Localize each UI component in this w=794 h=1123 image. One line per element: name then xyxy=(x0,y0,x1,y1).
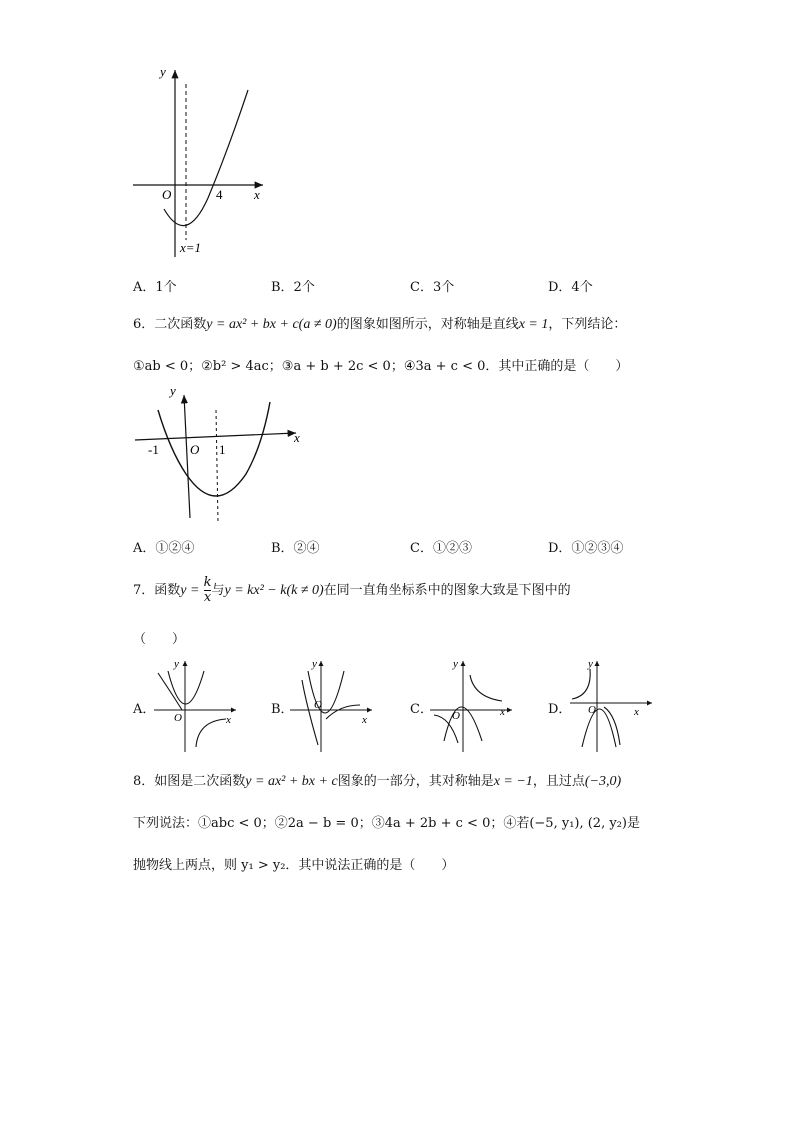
q6-stem-formula: y = ax² + bx + c(a ≠ 0) xyxy=(206,317,337,332)
q6-stem-prefix: 6．二次函数 xyxy=(133,317,207,332)
q8-line1-mid: 图象的一部分，其对称轴是 xyxy=(337,774,494,789)
q8-line-1 xyxy=(133,770,621,790)
q8-line1-end: ，且过点 xyxy=(532,774,585,789)
q7b-hyperbola-left xyxy=(302,680,318,745)
q6-graph xyxy=(130,380,305,525)
q5-x-label: x xyxy=(254,187,260,202)
q6-option-c[interactable]: C．①②③ xyxy=(410,541,472,556)
q5-root-label: 4 xyxy=(216,187,223,202)
q6-stem xyxy=(133,313,626,333)
q7-graph-a xyxy=(152,655,242,755)
q7c-x-label: x xyxy=(500,706,505,718)
q7b-x-label: x xyxy=(362,714,367,726)
q7d-x-label: x xyxy=(634,706,639,718)
q7-stem xyxy=(133,576,571,605)
q7-frac-den: x xyxy=(203,590,212,605)
q7a-hyperbola-right xyxy=(196,719,226,747)
q5-option-a[interactable]: A．1个 xyxy=(133,280,177,295)
q5-option-b[interactable]: B．2个 xyxy=(271,280,315,295)
q6-option-a[interactable]: A．①②④ xyxy=(133,541,195,556)
q7-y-eq: y = xyxy=(180,583,200,598)
q6-x-label: x xyxy=(294,430,300,445)
q8-line-3: 抛物线上两点，则 y₁ > y₂．其中说法正确的是（ ） xyxy=(133,858,455,873)
q7a-y-label: y xyxy=(174,658,179,670)
q7-option-a[interactable]: A． xyxy=(133,702,156,717)
q7-stem-prefix: 7．函数 xyxy=(133,583,181,598)
q7-stem-mid: 与 xyxy=(211,583,225,598)
q7-graph-c xyxy=(428,655,518,755)
q7-option-c[interactable]: C． xyxy=(410,702,433,717)
q7b-hyperbola-right xyxy=(326,705,360,719)
q6-one-label: 1 xyxy=(219,442,226,457)
q7d-hyperbola-left xyxy=(572,669,590,699)
q7c-hyperbola-right xyxy=(470,675,502,701)
q7-stem-suffix: 在同一直角坐标系中的图象大致是下图中的 xyxy=(323,583,571,598)
q6-origin-label: O xyxy=(190,442,200,457)
q6-stem-suffix: 的图象如图所示，对称轴是直线 xyxy=(336,317,519,332)
q7-frac-num: k xyxy=(203,575,212,590)
q8-line1-formula: y = ax² + bx + c xyxy=(245,774,338,789)
q8-line1-axis: x = −1 xyxy=(493,774,533,789)
q8-line1-point: (−3,0) xyxy=(584,774,622,789)
q7c-origin-label: O xyxy=(452,710,460,722)
q5-axis-label: x=1 xyxy=(180,240,202,255)
q6-parabola xyxy=(158,402,270,496)
q5-origin-label: O xyxy=(162,187,172,202)
q7b-origin-label: O xyxy=(314,699,322,711)
q7-paren: （ ） xyxy=(133,632,186,647)
q7c-y-label: y xyxy=(453,658,458,670)
q7b-y-label: y xyxy=(312,658,317,670)
q6-stem-axis: x = 1 xyxy=(518,317,549,332)
q5-parabola xyxy=(164,90,248,226)
q6-x-axis xyxy=(135,433,296,440)
q5-y-label: y xyxy=(160,64,166,79)
q5-option-c[interactable]: C．3个 xyxy=(410,280,455,295)
q6-stem-end: ，下列结论： xyxy=(548,317,627,332)
q5-option-d[interactable]: D．4个 xyxy=(548,280,593,295)
q7-graph-d xyxy=(568,655,658,755)
q8-line1-prefix: 8．如图是二次函数 xyxy=(133,774,246,789)
q6-conclusions: ①ab < 0；②b² > 4ac；③a + b + 2c < 0；④3a + c < 0．其中正确的是（ ） xyxy=(133,359,629,374)
q6-symmetry-axis xyxy=(216,410,218,522)
q5-graph xyxy=(128,62,268,262)
q7-option-b[interactable]: B． xyxy=(271,702,294,717)
q7-formula2: y = kx² − k(k ≠ 0) xyxy=(224,583,324,598)
q7-option-d[interactable]: D． xyxy=(548,702,572,717)
q7a-parabola xyxy=(168,671,204,704)
q7a-origin-label: O xyxy=(174,712,182,724)
q7d-origin-label: O xyxy=(588,704,596,716)
q7a-x-label: x xyxy=(226,714,231,726)
q7-graph-b xyxy=(288,655,378,755)
q7d-y-label: y xyxy=(588,658,593,670)
q8-line-2: 下列说法：①abc < 0；②2a − b = 0；③4a + 2b + c < 0；④若(−5, y₁), (2, y₂)是 xyxy=(133,816,640,831)
q7d-hyperbola-right xyxy=(604,707,620,745)
q6-option-d[interactable]: D．①②③④ xyxy=(548,541,624,556)
q6-y-label: y xyxy=(170,383,176,398)
q6-neg-one-label: -1 xyxy=(148,442,159,457)
q6-option-b[interactable]: B．②④ xyxy=(271,541,320,556)
